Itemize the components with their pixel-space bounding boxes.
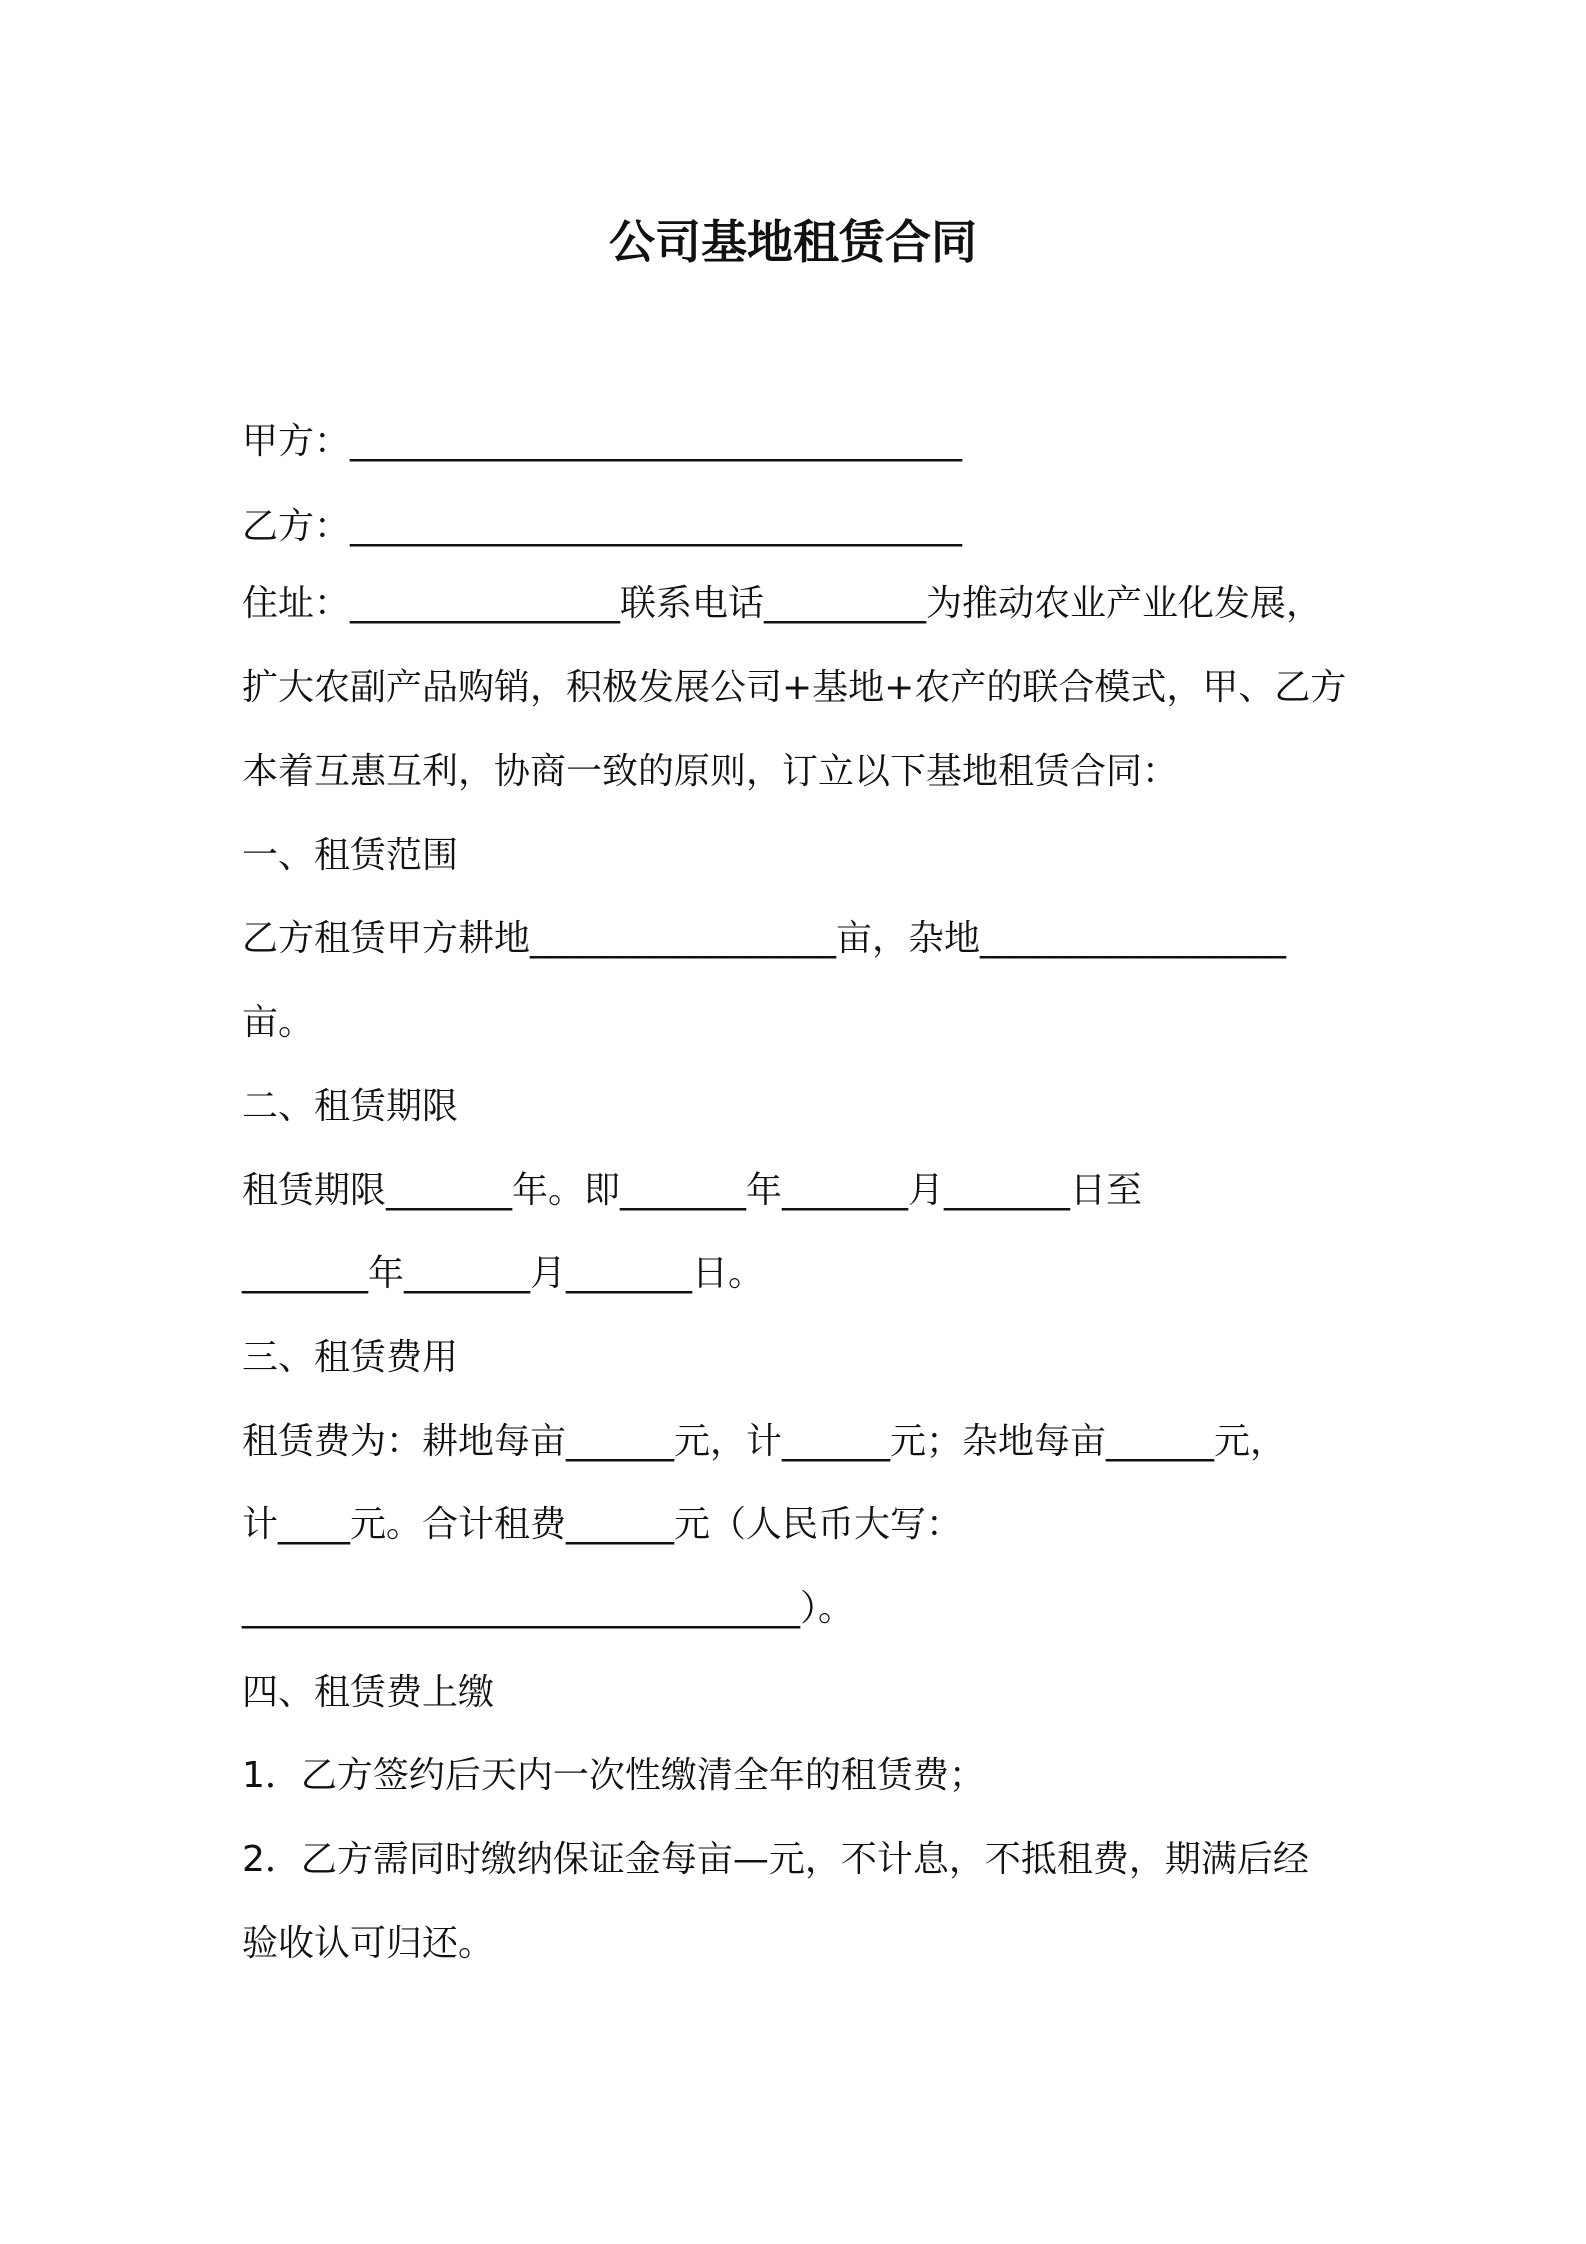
scope-line-1: 乙方租赁甲方耕地_________________亩，杂地_________________ (242, 918, 1287, 959)
payment-item-2: 2．乙方需同时缴纳保证金每亩—元，不计息，不抵租费，期满后经 (242, 1839, 1309, 1880)
section-heading-term: 二、租赁期限 (242, 1086, 459, 1127)
section-heading-fees: 三、租赁费用 (242, 1337, 459, 1378)
scope-line-2: 亩。 (242, 1002, 315, 1043)
section-heading-payment: 四、租赁费上缴 (242, 1672, 495, 1713)
section-heading-scope: 一、租赁范围 (242, 835, 459, 876)
fees-line-3: _______________________________）。 (242, 1588, 854, 1629)
address-phone-line: 住址：_______________联系电话_________为推动农业产业化发展， (242, 583, 1323, 624)
contract-title: 公司基地租赁合同 (609, 215, 977, 269)
intro-line-2: 扩大农副产品购销，积极发展公司+基地+农产的联合模式，甲、乙方 (242, 667, 1347, 708)
party-a-line: 甲方：__________________________________ (242, 421, 963, 462)
payment-item-2-continued: 验收认可归还。 (242, 1923, 495, 1964)
payment-item-1: 1．乙方签约后天内一次性缴清全年的租赁费； (242, 1755, 985, 1796)
intro-line-3: 本着互惠互利，协商一致的原则，订立以下基地租赁合同： (242, 751, 1179, 792)
party-b-line: 乙方：__________________________________ (242, 506, 963, 547)
fees-line-2: 计____元。合计租费______元（人民币大写： (242, 1504, 963, 1545)
fees-line-1: 租赁费为：耕地每亩______元，计______元；杂地每亩______元， (242, 1421, 1287, 1462)
term-line-2: _______年_______月_______日。 (242, 1253, 764, 1294)
term-line-1: 租赁期限_______年。即_______年_______月_______日至 (242, 1170, 1143, 1211)
